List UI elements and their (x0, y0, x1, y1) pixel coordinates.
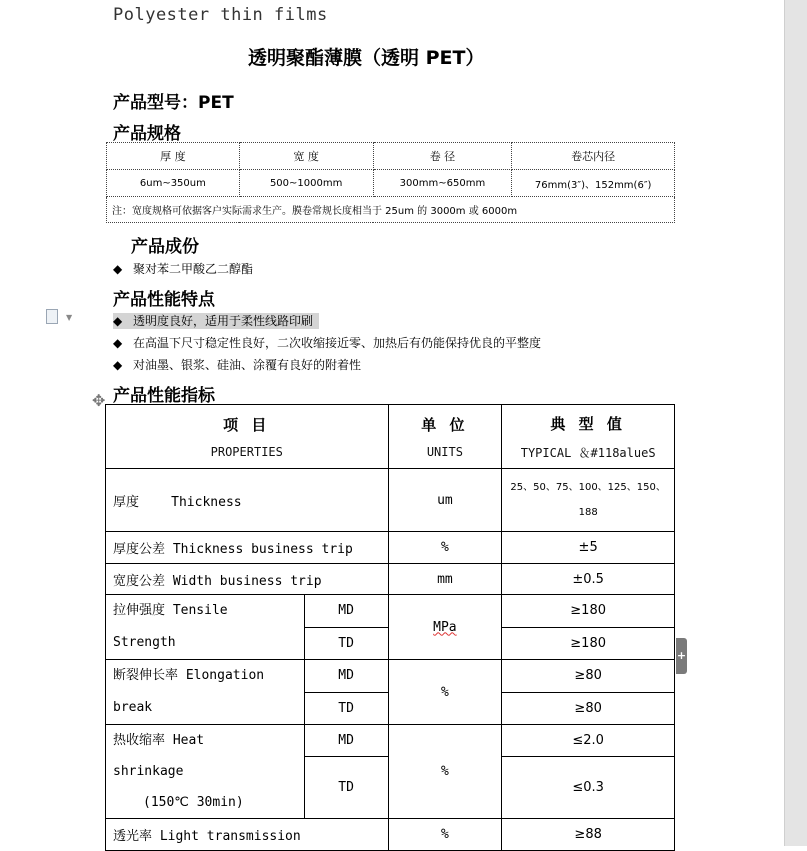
tensile-name-line2: Strength (113, 635, 176, 650)
header-typical-en: TYPICAL ＆#118alueS (520, 445, 656, 460)
english-title: Polyester thin films (113, 5, 328, 25)
tensile-md-label: MD (304, 595, 388, 628)
document-title: 透明聚酯薄膜（透明 PET） (248, 47, 485, 69)
properties-heading: 产品性能指标 (113, 386, 215, 406)
row-thickness-unit: um (388, 469, 502, 532)
tensile-unit-text: MPa (433, 619, 457, 635)
spec-value-thickness: 6um~350um (107, 170, 240, 197)
shrinkage-name-line1: 热收缩率 Heat (113, 733, 205, 748)
bullet-icon: ◆ (113, 358, 123, 372)
elongation-md-label: MD (304, 660, 388, 693)
feature-item-text: 透明度良好，适用于柔性线路印刷 (133, 314, 314, 328)
elongation-md-value: ≥80 (502, 660, 675, 693)
spec-header-thickness: 厚 度 (107, 143, 240, 170)
spec-heading: 产品规格 (113, 124, 181, 144)
elongation-td-label: TD (304, 692, 388, 725)
elongation-name-line2: break (113, 700, 153, 715)
bullet-icon: ◆ (113, 314, 123, 328)
elongation-name-line1: 断裂伸长率 Elongation (113, 668, 265, 683)
table-move-handle-icon[interactable]: ✥ (92, 391, 106, 410)
spec-header-width: 宽 度 (239, 143, 373, 170)
composition-item-text: 聚对苯二甲酸乙二醇酯 (133, 262, 254, 276)
shrinkage-td-value: ≤0.3 (502, 757, 675, 819)
composition-heading: 产品成份 (131, 237, 199, 257)
shrinkage-md-value: ≤2.0 (502, 725, 675, 757)
row-tensile-unit (388, 595, 502, 660)
feature-highlight (113, 313, 319, 329)
thickness-name-cn: 厚度 (113, 494, 140, 510)
tensile-td-label: TD (304, 627, 388, 660)
row-transmission-value: ≥88 (502, 819, 675, 851)
row-thickness-tol-value: ±5 (502, 532, 675, 564)
features-heading: 产品性能特点 (113, 290, 215, 310)
feature-item-text: 在高温下尺寸稳定性良好，二次收缩接近零、加热后有仍能保持优良的平整度 (133, 336, 542, 350)
shrinkage-name-line3: (150℃ 30min) (143, 795, 244, 810)
dropdown-caret-icon[interactable]: ▼ (66, 313, 73, 322)
shrinkage-name-line2: shrinkage (113, 764, 184, 779)
header-item-cn: 项 目 (223, 416, 271, 434)
header-item-cell (106, 405, 389, 469)
row-transmission-unit: % (388, 819, 502, 851)
spec-header-core-diameter: 卷芯内径 (512, 143, 675, 170)
header-item-en: PROPERTIES (210, 445, 283, 459)
tensile-name-line1: 拉伸强度 Tensile (113, 603, 228, 618)
header-unit-cn: 单 位 (421, 416, 469, 434)
header-unit-en: UNITS (426, 445, 463, 459)
spec-note: 注：宽度规格可依据客户实际需求生产。膜卷常规长度相当于 25um 的 3000m 或 6000m (107, 197, 675, 223)
spec-header-roll-diameter: 卷 径 (373, 143, 512, 170)
tensile-td-value: ≥180 (502, 627, 675, 660)
bullet-icon: ◆ (113, 262, 123, 276)
row-width-tol-value: ±0.5 (502, 564, 675, 595)
feature-item (113, 356, 361, 373)
row-shrinkage-name (106, 725, 305, 819)
row-elongation-name (106, 660, 305, 725)
row-shrinkage-unit: % (388, 725, 502, 819)
document-icon[interactable] (46, 309, 58, 324)
row-width-tol-unit: mm (388, 564, 502, 595)
header-typical-cn: 典 型 值 (550, 414, 626, 433)
elongation-td-value: ≥80 (502, 692, 675, 725)
row-transmission-name: 透光率 Light transmission (106, 819, 389, 851)
row-width-tol-name: 宽度公差 Width business trip (106, 564, 389, 595)
spec-value-core-diameter: 76mm(3″)、152mm(6″) (512, 170, 675, 197)
expand-side-tab[interactable]: + (676, 638, 687, 674)
shrinkage-md-label: MD (304, 725, 388, 757)
shrinkage-td-label: TD (304, 757, 388, 819)
spec-table (106, 142, 675, 223)
row-thickness-name (106, 469, 389, 532)
row-thickness-tol-name: 厚度公差 Thickness business trip (106, 532, 389, 564)
properties-table (105, 404, 675, 851)
thickness-name-en: Thickness (171, 494, 242, 510)
spec-value-roll-diameter: 300mm~650mm (373, 170, 512, 197)
row-tensile-name (106, 595, 305, 660)
feature-item-text: 对油墨、银浆、硅油、涂覆有良好的附着性 (133, 358, 362, 372)
row-thickness-tol-unit: % (388, 532, 502, 564)
composition-item (113, 260, 253, 277)
header-unit-cell (388, 405, 502, 469)
row-elongation-unit: % (388, 660, 502, 725)
bullet-icon: ◆ (113, 336, 123, 350)
feature-item (113, 312, 319, 329)
tensile-md-value: ≥180 (502, 595, 675, 628)
spec-value-width: 500~1000mm (239, 170, 373, 197)
row-thickness-value: 25、50、75、100、125、150、188 (502, 469, 675, 532)
feature-item (113, 334, 541, 351)
page-edge (784, 0, 807, 846)
model-line: 产品型号：PET (113, 93, 234, 113)
header-typical-cell (502, 405, 675, 469)
